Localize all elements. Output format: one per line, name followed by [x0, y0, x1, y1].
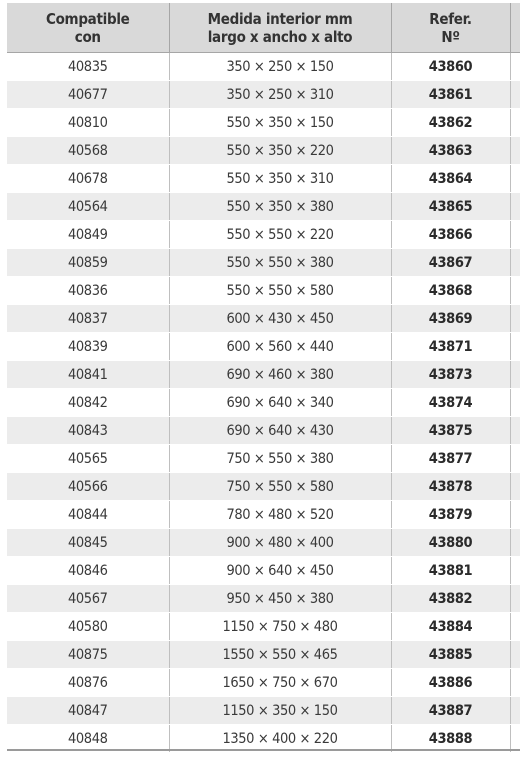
table-row: [7, 137, 520, 165]
reference-cell: 43871: [391, 333, 510, 361]
compatible-cell: 40567: [7, 585, 169, 613]
size-cell: 900 × 480 × 400: [169, 529, 391, 557]
table-row: [7, 333, 520, 361]
reference-cell: 43882: [391, 585, 510, 613]
compatible-cell: 40568: [7, 137, 169, 165]
reference-cell: 43873: [391, 361, 510, 389]
reference-cell: 43880: [391, 529, 510, 557]
edge-cell: [510, 613, 520, 641]
size-cell: 690 × 640 × 430: [169, 417, 391, 445]
compatible-cell: 40836: [7, 277, 169, 305]
header-reference-line1: Refer.: [429, 9, 472, 28]
edge-cell: [510, 389, 520, 417]
table-row: [7, 473, 520, 501]
edge-cell: [510, 193, 520, 221]
compatible-cell: 40678: [7, 165, 169, 193]
size-cell: 550 × 550 × 380: [169, 249, 391, 277]
compatible-cell: 40565: [7, 445, 169, 473]
compatible-cell: 40839: [7, 333, 169, 361]
table-row: [7, 585, 520, 613]
compatible-cell: 40849: [7, 221, 169, 249]
compatible-cell: 40677: [7, 81, 169, 109]
reference-cell: 43874: [391, 389, 510, 417]
compatible-cell: 40580: [7, 613, 169, 641]
size-cell: 750 × 550 × 380: [169, 445, 391, 473]
edge-cell: [510, 557, 520, 585]
reference-cell: 43875: [391, 417, 510, 445]
header-compatible-line2: con: [74, 27, 101, 46]
compatible-cell: 40876: [7, 669, 169, 697]
reference-cell: 43864: [391, 165, 510, 193]
edge-cell: [510, 53, 520, 81]
compatible-cell: 40848: [7, 725, 169, 753]
compatible-cell: 40847: [7, 697, 169, 725]
table-row: [7, 53, 520, 81]
compatible-cell: 40810: [7, 109, 169, 137]
size-cell: 600 × 560 × 440: [169, 333, 391, 361]
reference-cell: 43879: [391, 501, 510, 529]
header-compatible: [7, 3, 169, 53]
size-cell: 1550 × 550 × 465: [169, 641, 391, 669]
compatible-cell: 40844: [7, 501, 169, 529]
edge-cell: [510, 165, 520, 193]
reference-cell: 43862: [391, 109, 510, 137]
table-header: [7, 3, 520, 53]
reference-cell: 43866: [391, 221, 510, 249]
compatible-cell: 40566: [7, 473, 169, 501]
compatible-cell: 40841: [7, 361, 169, 389]
edge-cell: [510, 249, 520, 277]
table-row: [7, 165, 520, 193]
table-row: [7, 669, 520, 697]
size-cell: 1350 × 400 × 220: [169, 725, 391, 753]
reference-cell: 43860: [391, 53, 510, 81]
reference-cell: 43861: [391, 81, 510, 109]
table-row: [7, 417, 520, 445]
edge-cell: [510, 445, 520, 473]
table-row: [7, 249, 520, 277]
table-row: [7, 81, 520, 109]
table-bottom-rule: [7, 749, 520, 751]
edge-cell: [510, 473, 520, 501]
header-inner-size: [169, 3, 391, 53]
table-row: [7, 557, 520, 585]
reference-cell: 43865: [391, 193, 510, 221]
edge-cell: [510, 333, 520, 361]
table-row: [7, 613, 520, 641]
table-body: [7, 53, 520, 753]
reference-cell: 43878: [391, 473, 510, 501]
edge-cell: [510, 221, 520, 249]
size-cell: 780 × 480 × 520: [169, 501, 391, 529]
compatible-cell: 40875: [7, 641, 169, 669]
edge-cell: [510, 137, 520, 165]
size-cell: 1650 × 750 × 670: [169, 669, 391, 697]
table-row: [7, 445, 520, 473]
table-row: [7, 305, 520, 333]
product-table: [7, 3, 520, 753]
reference-cell: 43863: [391, 137, 510, 165]
compatible-cell: 40842: [7, 389, 169, 417]
table-row: [7, 697, 520, 725]
compatible-cell: 40835: [7, 53, 169, 81]
size-cell: 550 × 350 × 310: [169, 165, 391, 193]
size-cell: 690 × 460 × 380: [169, 361, 391, 389]
table-row: [7, 361, 520, 389]
reference-cell: 43877: [391, 445, 510, 473]
table-row: [7, 501, 520, 529]
edge-cell: [510, 417, 520, 445]
table-row: [7, 389, 520, 417]
reference-cell: 43868: [391, 277, 510, 305]
reference-cell: 43887: [391, 697, 510, 725]
size-cell: 950 × 450 × 380: [169, 585, 391, 613]
table-row: [7, 109, 520, 137]
size-cell: 750 × 550 × 580: [169, 473, 391, 501]
edge-cell: [510, 641, 520, 669]
compatible-cell: 40843: [7, 417, 169, 445]
reference-cell: 43869: [391, 305, 510, 333]
size-cell: 550 × 550 × 220: [169, 221, 391, 249]
reference-cell: 43867: [391, 249, 510, 277]
size-cell: 550 × 350 × 380: [169, 193, 391, 221]
header-row: [7, 3, 520, 53]
reference-cell: 43885: [391, 641, 510, 669]
compatible-cell: 40845: [7, 529, 169, 557]
table-row: [7, 193, 520, 221]
size-cell: 550 × 350 × 220: [169, 137, 391, 165]
edge-cell: [510, 529, 520, 557]
header-edge-column: [510, 3, 520, 53]
reference-cell: 43888: [391, 725, 510, 753]
size-cell: 550 × 550 × 580: [169, 277, 391, 305]
compatible-cell: 40859: [7, 249, 169, 277]
header-reference-line2: Nº: [441, 27, 460, 46]
size-cell: 350 × 250 × 310: [169, 81, 391, 109]
header-inner-size-line1: Medida interior mm: [207, 9, 353, 28]
size-cell: 600 × 430 × 450: [169, 305, 391, 333]
compatible-cell: 40837: [7, 305, 169, 333]
header-inner-size-line2: largo x ancho x alto: [207, 27, 353, 46]
edge-cell: [510, 361, 520, 389]
header-reference: [391, 3, 510, 53]
table-row: [7, 221, 520, 249]
table-row: [7, 529, 520, 557]
edge-cell: [510, 277, 520, 305]
table-row: [7, 277, 520, 305]
compatible-cell: 40846: [7, 557, 169, 585]
size-cell: 1150 × 350 × 150: [169, 697, 391, 725]
reference-cell: 43886: [391, 669, 510, 697]
edge-cell: [510, 669, 520, 697]
size-cell: 1150 × 750 × 480: [169, 613, 391, 641]
header-compatible-line1: Compatible: [45, 9, 130, 28]
edge-cell: [510, 501, 520, 529]
size-cell: 550 × 350 × 150: [169, 109, 391, 137]
edge-cell: [510, 81, 520, 109]
size-cell: 690 × 640 × 340: [169, 389, 391, 417]
size-cell: 350 × 250 × 150: [169, 53, 391, 81]
edge-cell: [510, 585, 520, 613]
compatible-cell: 40564: [7, 193, 169, 221]
size-cell: 900 × 640 × 450: [169, 557, 391, 585]
reference-cell: 43884: [391, 613, 510, 641]
table-row: [7, 641, 520, 669]
product-table-sheet: [7, 3, 520, 749]
edge-cell: [510, 109, 520, 137]
reference-cell: 43881: [391, 557, 510, 585]
edge-cell: [510, 697, 520, 725]
edge-cell: [510, 305, 520, 333]
